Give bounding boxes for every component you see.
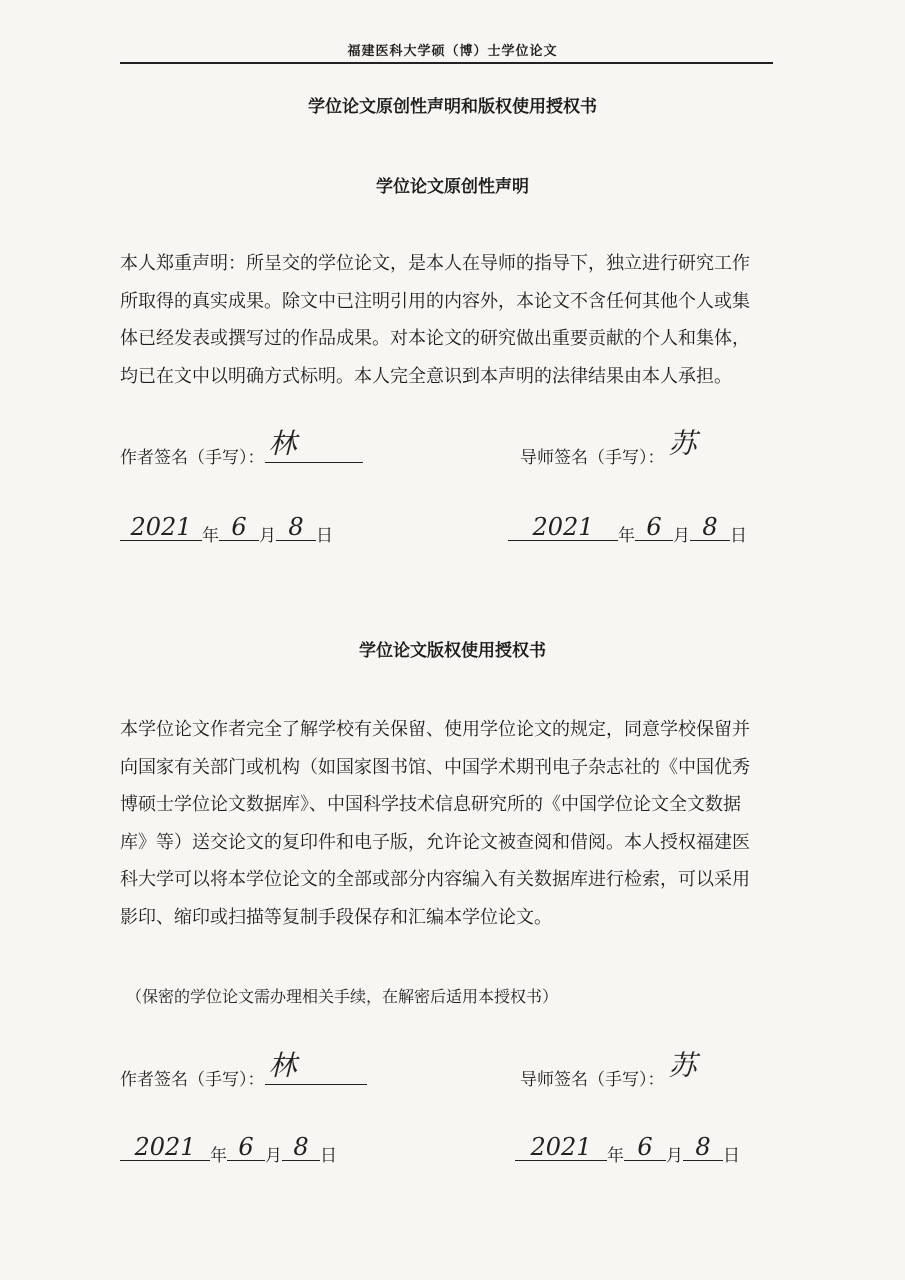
section2-paragraph <box>120 711 780 936</box>
section2-title: 学位论文版权使用授权书 <box>359 641 546 661</box>
section2-author-date: 2021 年 6 月 8 日 <box>120 1138 337 1166</box>
section2-advisor-signature-row <box>520 1049 785 1090</box>
advisor-date-month: 6 <box>637 1133 653 1161</box>
para-line: 所取得的真实成果。除文中已注明引用的内容外，本论文不含任何其他个人或集 <box>120 290 750 312</box>
para-line: 库》等）送交论文的复印件和电子版，允许论文被查阅和借阅。本人授权福建医 <box>120 831 750 853</box>
author-date-day: 8 <box>293 1133 309 1161</box>
author-date-year: 2021 <box>130 513 192 541</box>
header-rule <box>120 62 773 64</box>
advisor-date-day: 8 <box>702 513 718 541</box>
para-line: 体已经发表或撰写过的作品成果。对本论文的研究做出重要贡献的个人和集体， <box>120 328 750 349</box>
author-handwritten-signature: 林 <box>268 427 297 460</box>
author-handwritten-signature: 林 <box>268 1049 297 1082</box>
section1-title: 学位论文原创性声明 <box>376 177 529 197</box>
advisor-signature-blank <box>665 1049 785 1085</box>
para-line: 均已在文中以明确方式标明。本人完全意识到本声明的法律结果由本人承担。 <box>120 365 732 387</box>
confidentiality-note: （保密的学位论文需办理相关手续，在解密后适用本授权书） <box>126 987 559 1006</box>
para-line: 影印、缩印或扫描等复制手段保存和汇编本学位论文。 <box>120 906 552 928</box>
section1-author-signature-row <box>120 427 363 468</box>
advisor-date-month: 6 <box>646 513 662 541</box>
section2-advisor-date: 2021 年 6 月 8 日 <box>515 1138 740 1166</box>
advisor-signature-label: 导师签名（手写）： <box>520 448 665 468</box>
author-date-year: 2021 <box>134 1133 196 1161</box>
para-line: 本学位论文作者完全了解学校有关保留、使用学位论文的规定，同意学校保留并 <box>120 719 750 740</box>
author-date-month: 6 <box>238 1133 254 1161</box>
para-line: 本人郑重声明：所呈交的学位论文，是本人在导师的指导下，独立进行研究工作 <box>120 253 750 274</box>
author-signature-blank <box>265 427 363 463</box>
running-header: 福建医科大学硕（博）士学位论文 <box>347 44 558 59</box>
author-signature-label: 作者签名（手写）： <box>120 448 265 468</box>
section1-author-date: 2021 年 6 月 8 日 <box>120 518 333 546</box>
para-line: 博硕士学位论文数据库》、中国科学技术信息研究所的《中国学位论文全文数据 <box>120 794 741 815</box>
section1-paragraph <box>120 245 780 395</box>
advisor-date-year: 2021 <box>530 1133 592 1161</box>
advisor-handwritten-signature: 苏 <box>668 427 697 460</box>
author-signature-label: 作者签名（手写）： <box>120 1070 265 1090</box>
author-date-day: 8 <box>288 513 304 541</box>
section1-advisor-signature-row <box>520 427 785 468</box>
author-date-month: 6 <box>231 513 247 541</box>
document-title: 学位论文原创性声明和版权使用授权书 <box>308 97 597 117</box>
para-line: 向国家有关部门或机构（如国家图书馆、中国学术期刊电子杂志社的《中国优秀 <box>120 756 750 778</box>
advisor-date-day: 8 <box>695 1133 711 1161</box>
section1-advisor-date: 2021 年 6 月 8 日 <box>508 518 747 546</box>
para-line: 科大学可以将本学位论文的全部或部分内容编入有关数据库进行检索，可以采用 <box>120 869 750 890</box>
advisor-signature-blank <box>665 427 785 463</box>
section2-author-signature-row <box>120 1049 367 1090</box>
advisor-signature-label: 导师签名（手写）： <box>520 1070 665 1090</box>
author-signature-blank <box>265 1049 367 1085</box>
advisor-date-year: 2021 <box>532 513 594 541</box>
advisor-handwritten-signature: 苏 <box>668 1049 697 1082</box>
